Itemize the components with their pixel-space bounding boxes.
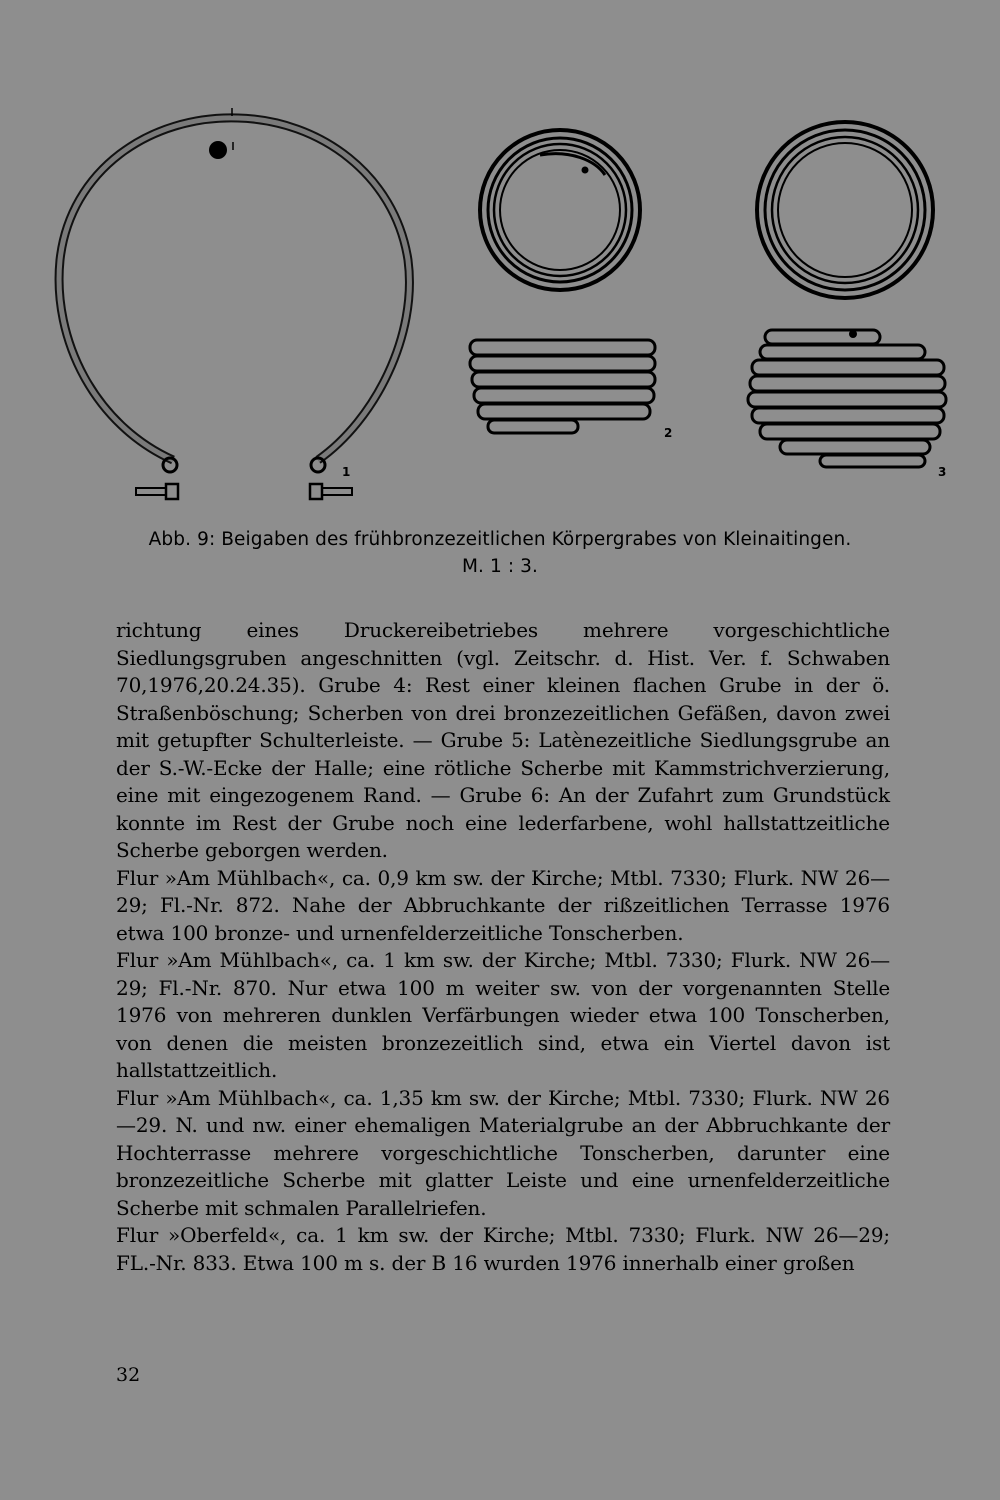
figure-label-2: 2 [664,426,673,440]
figure-illustration [0,0,1000,520]
spiral-coil-side-view [748,330,946,467]
paragraph: Flur »Am Mühlbach«, ca. 1,35 km sw. der Kirche; Mtbl. 7330; Flurk. NW 26—29. N. und nw. einer ehemaligen Materialgrube an der Abbruchkante der Hochterrasse mehrere vorgeschichtliche Tonscherben, darunter eine bronzezeitliche Scherbe mit glatter Leiste und eine urnenfelderzeitliche Scherbe mit schmalen Parallelriefen. [116,1085,890,1220]
page-number: 32 [116,1364,141,1386]
paragraph: Flur »Am Mühlbach«, ca. 1 km sw. der Kirche; Mtbl. 7330; Flurk. NW 26—29; Fl.-Nr. 870. Nur etwa 100 m weiter sw. von der vorgenannten Stelle 1976 von mehreren dunklen Verfärbungen wieder etwa 100 Tonscherben, von denen die meisten bronzezeitlich sind, etwa ein Viertel davon ist hallstattzeitlich. [116,948,890,1082]
paragraph: Flur »Am Mühlbach«, ca. 0,9 km sw. der Kirche; Mtbl. 7330; Flurk. NW 26—29; Fl.-Nr. 872. Nahe der Abbruchkante der rißzeitlichen Terrasse 1976 etwa 100 bronze- und urnenfelderzeitliche Tonscherben. [116,865,890,945]
neck-ring-drawing [59,108,409,499]
paragraph: richtung eines Druckereibetriebes mehrere vorgeschichtliche Siedlungsgruben angeschnitten (vgl. Zeitschr. d. Hist. Ver. f. Schwaben 70,1976,20.24.35). Grube 4: Rest einer kleinen flachen Grube in der ö. Straßenböschung; Scherben von drei bronzezeitlichen Gefäßen, davon zwei mit getupfter Schulterleiste. — Grube 5: Latènezeitliche Siedlungsgrube an der S.-W.-Ecke der Halle; eine rötliche Scherbe mit Kammstrichverzierung, eine mit eingezogenem Rand. — Grube 6: An der Zufahrt zum Grundstück konnte im Rest der Grube noch eine lederfarbene, wohl hallstattzeitliche Scherbe geborgen werden. [116,618,890,862]
spiral-ring-side-view [470,340,655,433]
paragraph: Flur »Oberfeld«, ca. 1 km sw. der Kirche; Mtbl. 7330; Flurk. NW 26—29; FL.-Nr. 833. Etwa 100 m s. der B 16 wurden 1976 innerhalb einer großen [116,1223,890,1275]
ring-top-view [757,122,933,298]
figure-label-1: 1 [342,465,351,479]
caption-line-1: Abb. 9: Beigaben des frühbronzezeitlichen Körpergrabes von Kleinaitingen. [148,529,852,550]
bronze-ornaments-drawing [0,0,1000,520]
figure-caption [100,526,900,580]
figure-label-3: 3 [938,465,947,479]
spiral-ring-top-view [480,130,640,290]
caption-line-2: M. 1 : 3. [461,556,539,577]
body-text [116,617,890,1277]
